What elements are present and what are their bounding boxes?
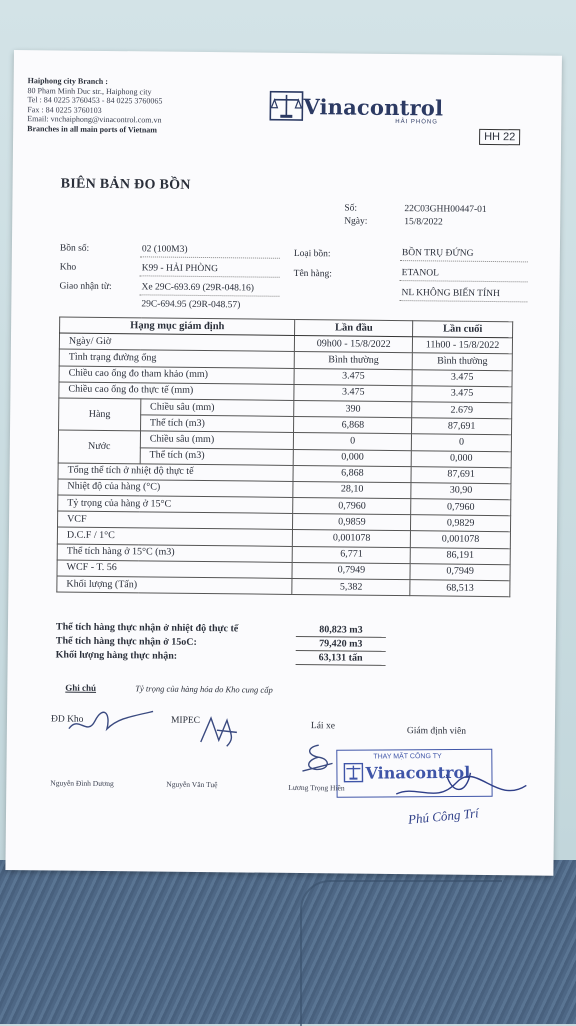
branch-network: Branches in all main ports of Vietnam bbox=[27, 124, 157, 134]
cell-last: 30,90 bbox=[411, 483, 511, 500]
name-lai-xe: Lương Trọng Hiền bbox=[288, 783, 344, 793]
cell-first: 0 bbox=[294, 433, 412, 450]
cell-last: 0 bbox=[411, 434, 511, 451]
cell-first: 0,000 bbox=[294, 449, 412, 466]
sig-heading-giam-dinh: Giám định viên bbox=[407, 726, 466, 737]
cell-first: 0,7949 bbox=[292, 562, 410, 579]
branch-header bbox=[27, 76, 163, 134]
cell-first: 6,868 bbox=[294, 417, 412, 434]
cell-last: 68,513 bbox=[410, 580, 510, 597]
summary-label: Thể tích hàng thực nhận ở nhiệt độ thực tế bbox=[56, 620, 296, 636]
summary-value: 63,131 tấn bbox=[296, 650, 386, 665]
header-last: Lần cuối bbox=[413, 321, 513, 338]
row-label: Tổng thể tích ở nhiệt độ thực tế bbox=[58, 463, 294, 482]
cell-first: 09h00 - 15/8/2022 bbox=[295, 336, 413, 353]
name-dd-kho: Nguyễn Đình Dương bbox=[50, 778, 114, 788]
group-label-hang: Hàng bbox=[59, 398, 141, 431]
summary-block bbox=[56, 620, 386, 665]
row-label: Nhiệt độ của hàng (°C) bbox=[58, 479, 294, 498]
stamp-company-name: Vinacontrol bbox=[365, 763, 470, 783]
header-first: Lần đầu bbox=[295, 319, 413, 336]
row-label: D.C.F / 1°C bbox=[57, 527, 293, 546]
nguon-value: NL KHÔNG BIẾN TÍNH bbox=[401, 288, 500, 299]
cell-first: Bình thường bbox=[295, 352, 413, 369]
row-label: Khối lượng (Tấn) bbox=[57, 576, 293, 595]
bon-so-value: 02 (100M3) bbox=[142, 244, 188, 254]
table-row bbox=[57, 576, 510, 597]
vinacontrol-logo bbox=[269, 91, 443, 123]
cell-last: 0,001078 bbox=[410, 531, 510, 548]
row-label: Ngày/ Giờ bbox=[59, 333, 295, 352]
cell-last: 87,691 bbox=[412, 418, 512, 435]
so-label: Số: bbox=[344, 203, 357, 213]
cell-last: 0,7960 bbox=[411, 499, 511, 516]
handwritten-name: Phú Công Trí bbox=[407, 805, 479, 828]
bon-so-label: Bồn số: bbox=[60, 243, 89, 253]
cell-first: 0,7960 bbox=[293, 498, 411, 515]
cell-last: Bình thường bbox=[412, 353, 512, 370]
cell-first: 28,10 bbox=[293, 481, 411, 498]
signature-dd-kho bbox=[67, 707, 157, 742]
row-label: Thể tích (m3) bbox=[140, 447, 294, 465]
branch-title: Haiphong city Branch : bbox=[28, 76, 108, 86]
cell-first: 390 bbox=[294, 400, 412, 417]
cell-last: 3.475 bbox=[412, 385, 512, 402]
row-label: Thể tích (m3) bbox=[140, 415, 294, 433]
row-label: Chiều cao ống đo tham khảo (mm) bbox=[59, 366, 295, 385]
stamp-top-text: THAY MẶT CÔNG TY bbox=[373, 753, 441, 760]
cell-last: 11h00 - 15/8/2022 bbox=[413, 337, 513, 354]
row-label: Chiều sâu (mm) bbox=[140, 399, 294, 417]
cell-last: 0,9829 bbox=[411, 515, 511, 532]
scales-of-justice-icon bbox=[269, 91, 303, 121]
cell-first: 3.475 bbox=[294, 384, 412, 401]
signature-lai-xe bbox=[298, 741, 338, 775]
sig-heading-lai-xe: Lái xe bbox=[311, 721, 335, 731]
loai-bon-label: Loại bồn: bbox=[294, 249, 331, 259]
ten-hang-label: Tên hàng: bbox=[294, 269, 332, 279]
jeans-seam bbox=[300, 880, 502, 1026]
branch-address: 80 Pham Minh Duc str., Haiphong city bbox=[28, 86, 163, 97]
kho-value: K99 - HẢI PHÒNG bbox=[142, 263, 218, 274]
branch-tel: Tel : 84 0225 3760453 - 84 0225 3760065 bbox=[27, 95, 162, 106]
summary-value: 79,420 m3 bbox=[296, 636, 386, 651]
loai-bon-value: BỒN TRỤ ĐỨNG bbox=[402, 248, 474, 259]
ngay-label: Ngày: bbox=[344, 216, 367, 226]
cell-last: 86,191 bbox=[410, 547, 510, 564]
giao-nhan-value-1: Xe 29C-693.69 (29R-048.16) bbox=[141, 282, 254, 293]
branch-email: Email: vnchaiphong@vinacontrol.com.vn bbox=[27, 114, 162, 125]
row-label: WCF - T. 56 bbox=[57, 560, 293, 579]
giao-nhan-value-2: 29C-694.95 (29R-048.57) bbox=[141, 299, 240, 310]
summary-value: 80,823 m3 bbox=[296, 623, 386, 637]
row-label: Chiều sâu (mm) bbox=[140, 431, 294, 449]
header-item: Hạng mục giám định bbox=[60, 317, 296, 336]
cell-last: 87,691 bbox=[411, 466, 511, 483]
logo-subtitle: HẢI PHÒNG bbox=[395, 119, 438, 125]
stamp-scales-icon bbox=[343, 763, 363, 783]
note-label: Ghi chú bbox=[65, 683, 96, 693]
form-code: HH 22 bbox=[479, 129, 520, 145]
row-label: Chiều cao ống đo thực tế (mm) bbox=[59, 382, 295, 401]
giao-nhan-label: Giao nhận từ: bbox=[59, 281, 111, 292]
sig-heading-dd-kho: ĐD Kho bbox=[51, 714, 84, 724]
cell-last: 0,7949 bbox=[410, 563, 510, 580]
document-sheet bbox=[5, 50, 562, 876]
summary-label: Khối lượng hàng thực nhận: bbox=[56, 648, 296, 665]
ten-hang-value: ETANOL bbox=[402, 268, 439, 278]
row-label: Thể tích hàng ở 15°C (m3) bbox=[57, 544, 293, 563]
logo-text: Vinacontrol bbox=[303, 94, 443, 120]
measurement-table bbox=[56, 316, 513, 597]
row-label: Tình trạng đường ống bbox=[59, 349, 295, 368]
row-label: Tỷ trọng của hàng ở 15°C bbox=[58, 495, 294, 514]
group-label-nuoc: Nước bbox=[58, 430, 140, 463]
cell-first: 6,771 bbox=[293, 546, 411, 563]
cell-last: 2.679 bbox=[412, 402, 512, 419]
so-value: 22C03GHH00447-01 bbox=[404, 204, 486, 215]
cell-first: 3.475 bbox=[294, 368, 412, 385]
signature-mipec bbox=[197, 712, 243, 752]
branch-fax: Fax : 84 0225 3760103 bbox=[27, 105, 162, 116]
cell-last: 3.475 bbox=[412, 369, 512, 386]
name-mipec: Nguyễn Văn Tuệ bbox=[166, 780, 217, 790]
row-label: VCF bbox=[58, 511, 294, 530]
note-text: Tỷ trọng của hàng hóa do Kho cung cấp bbox=[135, 683, 273, 694]
summary-label: Thể tích hàng thực nhận ở 15oC: bbox=[56, 634, 296, 651]
ngay-value: 15/8/2022 bbox=[404, 217, 443, 227]
cell-first: 0,001078 bbox=[293, 530, 411, 547]
sig-heading-mipec: MIPEC bbox=[171, 716, 200, 726]
cell-first: 5,382 bbox=[292, 578, 410, 595]
kho-label: Kho bbox=[60, 262, 76, 272]
cell-first: 6,868 bbox=[293, 465, 411, 482]
cell-last: 0,000 bbox=[411, 450, 511, 467]
cell-first: 0,9859 bbox=[293, 514, 411, 531]
summary-row bbox=[56, 648, 386, 665]
document-title: BIÊN BẢN ĐO BỒN bbox=[61, 176, 191, 193]
